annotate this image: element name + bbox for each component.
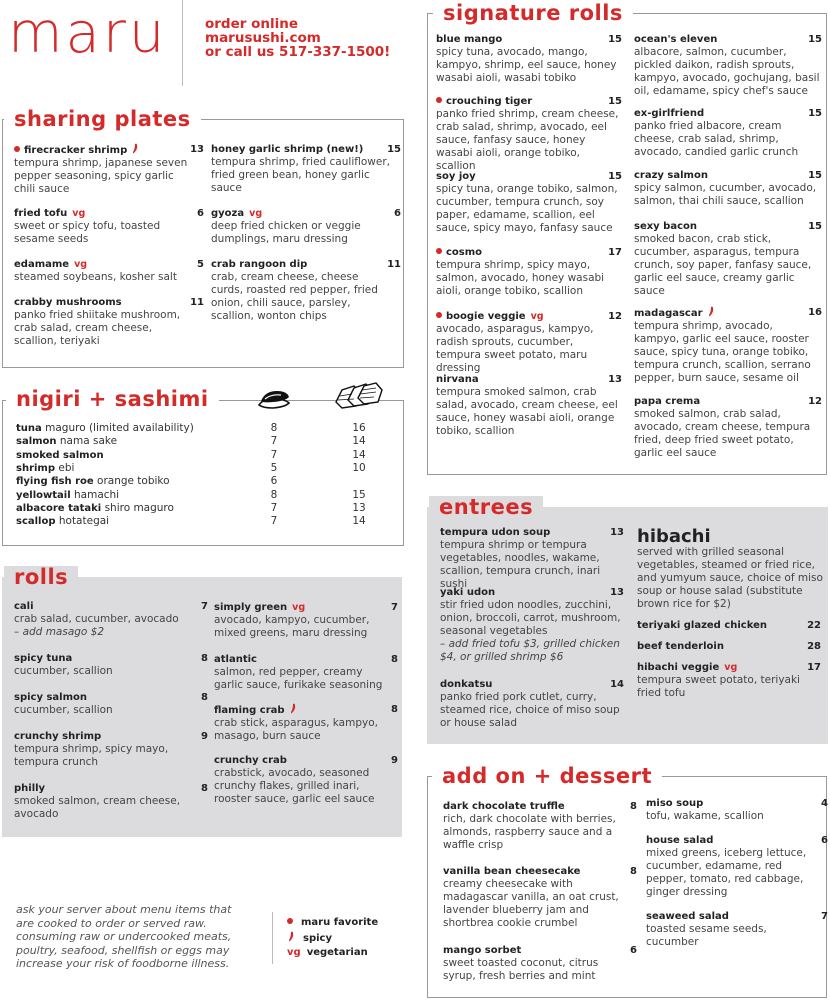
menu-item-name: madagascar [634,308,703,319]
menu-item-header [646,797,822,810]
menu-item-price: 15 [387,144,401,155]
menu-item-name: simply green [214,602,288,613]
nigiri-subname: shiro maguro [104,501,174,514]
menu-item [436,95,620,174]
nigiri-row [16,489,376,502]
menu-item [436,170,620,235]
menu-item-price: 7 [201,601,208,612]
menu-item-name: crunchy shrimp [14,731,102,742]
menu-item-header [14,600,200,613]
menu-item-header [634,169,820,182]
nigiri-name: smoked salmon [16,449,104,461]
menu-item [14,691,208,717]
order-online-text: order online [205,16,299,32]
nigiri-row [16,515,376,528]
menu-item-name: crouching tiger [446,96,533,107]
menu-item [440,586,626,665]
menu-item-note: – add masago $2 [14,626,105,639]
red-dot-icon [436,248,442,254]
menu-item-name: sexy bacon [634,221,698,232]
red-dot-icon [14,146,20,152]
nigiri-title: nigiri + sashimi [6,388,219,410]
menu-item-name: atlantic [214,654,257,665]
menu-item-name: mango sorbet [443,945,522,956]
hibachi-title: hibachi [637,526,711,547]
menu-item-header [14,652,200,665]
menu-item [637,661,823,700]
menu-item [646,834,828,899]
menu-item-name: crazy salmon [634,170,708,181]
nigiri-subname: nama sake [59,435,118,448]
legend-spicy: spicy [287,931,378,947]
chili-pepper-icon [703,307,715,319]
menu-item-name: dark chocolate truffle [443,801,565,812]
legend-vegetarian: vg vegetarian [287,947,368,958]
menu-item-name: crab rangoon dip [211,259,308,270]
menu-item-name: hibachi veggie [637,662,720,673]
menu-item-price: 6 [821,835,828,846]
vg-mark: vg [287,947,301,958]
menu-item-description: crabstick, avocado, seasoned crunchy flakes, grilled inari, rooster sauce, garlic eel sauce [214,767,375,806]
sashimi-price: 14 [352,448,366,461]
menu-item-name: blue mango [436,34,503,45]
menu-item-description: avocado, kampyo, cucumber, mixed greens, maru dressing [214,614,370,640]
menu-item-name: cosmo [446,247,483,258]
menu-item-price: 9 [201,731,208,742]
menu-item-name: boogie veggie [446,311,526,322]
menu-item-price: 17 [807,662,821,673]
menu-item-name: soy joy [436,171,476,182]
menu-item-name: seaweed salad [646,911,729,922]
menu-item-header [214,653,394,666]
menu-item-description: mixed greens, iceberg lettuce, cucumber, edamame, red pepper, tomato, red cabbage, ginger dressing [646,847,807,899]
menu-item-name: honey garlic shrimp (new!) [211,144,364,155]
entrees-title: entrees [429,496,543,518]
menu-item-price: 15 [608,96,622,107]
menu-item-description: tempura shrimp, japanese seven pepper seasoning, spicy garlic chili sauce [14,157,188,196]
menu-item [436,33,620,85]
signature-rolls-title: signature rolls [433,2,633,24]
menu-item-price: 17 [608,247,622,258]
menu-item [637,619,823,632]
raw-food-warning: ask your server about menu items that are cooked to order or served raw. consuming raw or undercooked meats, poultry, seafood, shellfish or eggs may increase your risk of foodborne illness. [16,903,232,970]
menu-item-description: tempura smoked salmon, crab salad, avocado, cream cheese, eel sauce, honey wasabi aioli, orange tobiko, scallion [436,386,618,438]
menu-item-price: 22 [807,620,821,631]
nigiri-price: 7 [270,501,278,514]
nigiri-row [16,462,376,475]
menu-item-header [436,95,620,108]
menu-item-description: tempura shrimp or tempura vegetables, noodles, wakame, scallion, tempura crunch, inari sushi [440,539,601,591]
menu-item-header [214,703,394,717]
menu-item-header [634,107,820,120]
menu-item-description: smoked bacon, crab stick, cucumber, asparagus, tempura crunch, soy paper, fanfasy sauce, garlic eel sauce, creamy garlic sauce [634,233,812,298]
menu-item-price: 8 [630,801,637,812]
vg-mark: vg [724,662,738,673]
menu-item-header [436,310,620,323]
sashimi-price: 14 [352,515,366,528]
menu-item-description: smoked salmon, crab salad, avocado, cream cheese, tempura fried, deep fried sweet potato, garlic eel sauce [634,408,811,460]
menu-item-price: 15 [808,170,822,181]
menu-item-description: crab salad, cucumber, avocado [14,613,179,626]
menu-item [440,678,626,730]
menu-item-name: house salad [646,835,714,846]
menu-item-description: tempura shrimp, spicy mayo, tempura crunch [14,743,169,769]
menu-item-description: tempura shrimp, spicy mayo, salmon, avocado, honey wasabi aioli, orange tobiko, scallion [436,259,605,298]
menu-item-description: stir fried udon noodles, zucchini, onion, broccoli, carrot, mushroom, seasonal vegetables [440,599,621,638]
addon-title: add on + dessert [432,765,662,787]
menu-item-name: miso soup [646,798,704,809]
menu-item-header [14,730,200,743]
menu-item-price: 5 [197,259,204,270]
menu-item-header [14,258,193,271]
vg-mark: vg [74,259,88,270]
menu-item-header [14,296,193,309]
menu-item-name: nirvana [436,374,479,385]
menu-item-price: 7 [821,911,828,922]
nigiri-price: 7 [270,435,278,448]
menu-item-description: tempura sweet potato, teriyaki fried tofu [637,674,800,700]
nigiri-subname: hotategai [58,515,110,528]
menu-item-header [211,258,393,271]
nigiri-price: 7 [270,448,278,461]
menu-item [211,207,401,246]
nigiri-name: tuna [16,423,42,434]
menu-item-price: 8 [630,866,637,877]
menu-item [14,296,204,348]
menu-item-price: 6 [197,208,204,219]
menu-item-name: edamame [14,259,70,270]
menu-item-header [646,910,822,923]
menu-item-name: beef tenderloin [637,641,724,652]
sashimi-price: 10 [352,461,366,474]
nigiri-name: shrimp [16,462,56,474]
nigiri-price: 7 [270,515,278,528]
menu-item-header [634,306,820,320]
menu-item-price: 8 [201,653,208,664]
menu-item-header [443,865,629,878]
menu-item-price: 14 [610,679,624,690]
menu-item-price: 15 [808,221,822,232]
menu-item-price: 12 [808,396,822,407]
menu-item-description: avocado, asparagus, kampyo, radish sprouts, cucumber, tempura sweet potato, maru dressing [436,323,594,375]
menu-item-header [214,754,394,767]
vg-mark: vg [530,311,544,322]
menu-item-name: spicy salmon [14,692,88,703]
menu-item-header [637,640,823,653]
menu-item [634,33,820,98]
menu-item [14,652,208,678]
menu-item-description: tempura shrimp, avocado, kampyo, garlic eel sauce, rooster sauce, spicy tuna, orange tobiko, tempura crunch, scallion, serrano pepper, burn sauce, sesame oil [634,320,811,385]
sharing-plates-title: sharing plates [4,108,201,130]
menu-item-price: 15 [808,108,822,119]
menu-item [14,600,208,639]
menu-item-name: crunchy crab [214,755,287,766]
menu-item-name: teriyaki glazed chicken [637,620,768,631]
menu-item-price: 13 [610,527,624,538]
red-dot-icon [436,312,442,318]
menu-item [443,944,637,983]
hibachi-description: served with grilled seasonal vegetables, steamed or fried rice, and yumyum sauce, choice of miso soup or house salad (substitute brown rice for $2) [637,546,823,611]
menu-item-description: smoked salmon, cream cheese, avocado [14,795,181,821]
nigiri-row [16,422,376,435]
menu-item-description: steamed soybeans, kosher salt [14,271,177,284]
menu-item [14,258,204,284]
menu-item-header [436,170,620,183]
menu-item-price: 28 [807,641,821,652]
menu-item [646,797,828,823]
nigiri-subname: ebi [58,461,75,474]
red-dot-icon [287,918,293,924]
menu-item-header [637,619,823,632]
sashimi-price: 13 [352,501,366,514]
legend-favorite: maru favorite [287,916,378,931]
red-dot-icon [436,97,442,103]
menu-item-description: deep fried chicken or veggie dumplings, maru dressing [211,220,361,246]
menu-item-name: spicy tuna [14,653,73,664]
menu-item-description: albacore, salmon, cucumber, pickled daikon, radish sprouts, kampyo, avocado, gochujang, basil oil, edamame, spicy chef's sauce [634,46,820,98]
menu-item [634,107,820,159]
menu-item [634,220,820,299]
menu-item-name: donkatsu [440,679,493,690]
nigiri-price: 6 [270,475,278,488]
menu-item [14,782,208,821]
rolls-title: rolls [4,566,78,588]
menu-item [214,653,398,692]
menu-item-price: 15 [608,171,622,182]
menu-item-price: 8 [201,692,208,703]
chili-pepper-icon [288,931,295,942]
menu-item-header [436,373,620,386]
nigiri-subname: orange tobiko [97,475,170,488]
nigiri-row [16,435,376,448]
menu-item-header [214,601,394,614]
menu-item-header [634,220,820,233]
menu-item-description: creamy cheesecake with madagascar vanilla, an oat crust, lavender blueberry jam and shortbrea cookie crumbel [443,878,619,930]
menu-item-header [634,395,820,408]
menu-item [436,310,620,375]
menu-item-description: tempura shrimp, fried cauliflower, fried green bean, honey garlic sauce [211,156,390,195]
menu-item [634,306,820,386]
menu-item [214,601,398,640]
menu-item-header [443,800,629,813]
menu-item-price: 11 [190,297,204,308]
nigiri-row [16,475,376,488]
menu-item-description: panko fried shiitake mushroom, crab salad, cream cheese, scallion, teriyaki [14,309,181,348]
nigiri-row [16,502,376,515]
menu-item-price: 8 [391,704,398,715]
chili-pepper-icon [127,144,139,156]
menu-item-description: crab stick, asparagus, kampyo, masago, burn sauce [214,717,378,743]
menu-item-header [440,586,626,599]
menu-item-price: 9 [391,755,398,766]
menu-item-price: 13 [190,144,204,155]
menu-item-price: 7 [391,602,398,613]
sashimi-price: 15 [352,488,366,501]
menu-item-header [637,661,823,674]
nigiri-name: yellowtail [16,489,71,501]
sashimi-icon [332,380,384,412]
nigiri-name: flying fish roe [16,476,94,488]
menu-item-price: 16 [808,307,822,318]
menu-item [211,258,401,323]
menu-item-name: yaki udon [440,587,496,598]
menu-item-description: tofu, wakame, scallion [646,810,764,823]
menu-item-header [440,678,626,691]
menu-item-description: sweet or spicy tofu, toasted sesame seeds [14,220,161,246]
menu-item-price: 8 [201,783,208,794]
menu-item-header [440,526,626,539]
menu-item-description: panko fried shrimp, cream cheese, crab salad, shrimp, avocado, eel sauce, fanfasy sauce, honey wasabi aioli, orange tobiko, scallion [436,108,619,173]
menu-item-name: ex-girlfriend [634,108,705,119]
menu-item [646,910,828,949]
menu-item-name: cali [14,601,34,612]
menu-item-header [211,143,393,156]
menu-item-price: 12 [608,311,622,322]
header-divider [182,0,183,86]
menu-item-note: – add fried tofu $3, grilled chicken $4, or grilled shrimp $6 [440,638,620,664]
menu-item-name: tempura udon soup [440,527,551,538]
menu-item-name: philly [14,783,46,794]
menu-item [14,207,204,246]
nigiri-price: 8 [270,422,278,434]
menu-item-price: 6 [630,945,637,956]
menu-item-header [436,246,620,259]
menu-item-name: flaming crab [214,705,285,716]
menu-item [14,730,208,769]
order-info [205,17,390,59]
sashimi-price: 16 [352,422,366,434]
nigiri-row [16,449,376,462]
menu-item [634,395,820,460]
menu-item [214,754,398,806]
nigiri-price: 5 [270,461,278,474]
menu-item-price: 13 [608,374,622,385]
menu-item-price: 6 [394,208,401,219]
menu-item-price: 4 [821,798,828,809]
menu-item-description: spicy tuna, avocado, mango, kampyo, shrimp, eel sauce, honey wasabi aioli, wasabi tobiko [436,46,617,85]
menu-item-description: salmon, red pepper, creamy garlic sauce, furikake seasoning [214,666,383,692]
menu-item-price: 13 [610,587,624,598]
nigiri-subname: hamachi [74,488,120,501]
legend [287,916,378,961]
menu-item-name: firecracker shrimp [24,145,128,156]
menu-item-header [646,834,822,847]
menu-item-name: vanilla bean cheesecake [443,866,581,877]
menu-item [214,703,398,743]
menu-item [211,143,401,195]
phone-text[interactable]: or call us 517-337-1500! [205,44,391,60]
maru-logo: maru [8,1,168,66]
menu-item-description: panko fried pork cutlet, curry, steamed rice, choice of miso soup or house salad [440,691,620,730]
menu-item-header [634,33,820,46]
menu-item-header [211,207,393,220]
menu-item-name: fried tofu [14,208,68,219]
vg-mark: vg [72,208,86,219]
menu-item-price: 11 [387,259,401,270]
menu-item [443,865,637,930]
chili-pepper-icon [285,704,297,716]
menu-item-description: cucumber, scallion [14,665,113,678]
menu-item-name: ocean's eleven [634,34,718,45]
menu-item-header [436,33,620,46]
nigiri-icon [255,385,295,413]
menu-item-header [14,207,193,220]
menu-item-description: rich, dark chocolate with berries, almonds, raspberry sauce and a waffle crisp [443,813,616,852]
sashimi-price: 14 [352,435,366,448]
menu-item-header [14,782,200,795]
menu-item [440,526,626,591]
menu-item-description: cucumber, scallion [14,704,113,717]
menu-item-description: spicy salmon, cucumber, avocado, salmon, thai chili sauce, scallion [634,182,817,208]
vg-mark: vg [292,602,306,613]
nigiri-name: salmon [16,436,57,448]
menu-item-header [14,691,200,704]
menu-item [436,373,620,438]
nigiri-name: scallop [16,516,56,528]
menu-item [634,169,820,208]
menu-item [436,246,620,298]
nigiri-name: albacore tataki [16,502,102,514]
menu-item-description: spicy tuna, orange tobiko, salmon, cucumber, tempura crunch, soy paper, edamame, scallion, eel sauce, spicy mayo, fanfasy sauce [436,183,618,235]
menu-item [14,143,204,196]
website-link[interactable]: marusushi.com [205,30,321,46]
menu-item-description: crab, cream cheese, cheese curds, roasted red pepper, fried onion, chili sauce, parsley, scallion, wonton chips [211,271,378,323]
nigiri-subname: maguro (limited availability) [45,422,194,434]
menu-item-price: 15 [608,34,622,45]
menu-item-name: papa crema [634,396,701,407]
legend-divider [272,912,273,964]
menu-item-price: 15 [808,34,822,45]
menu-item-name: crabby mushrooms [14,297,122,308]
menu-item-description: sweet toasted coconut, citrus syrup, fresh berries and mint [443,957,599,983]
menu-item-description: toasted sesame seeds, cucumber [646,923,767,949]
menu-item-name: gyoza [211,208,245,219]
nigiri-price: 8 [270,488,278,501]
vg-mark: vg [249,208,263,219]
menu-item-header [14,143,193,157]
menu-item-header [443,944,629,957]
menu-item-price: 8 [391,654,398,665]
menu-item [443,800,637,852]
menu-item [637,640,823,653]
menu-item-description: panko fried albacore, cream cheese, crab salad, shrimp, avocado, candied garlic crunch [634,120,799,159]
